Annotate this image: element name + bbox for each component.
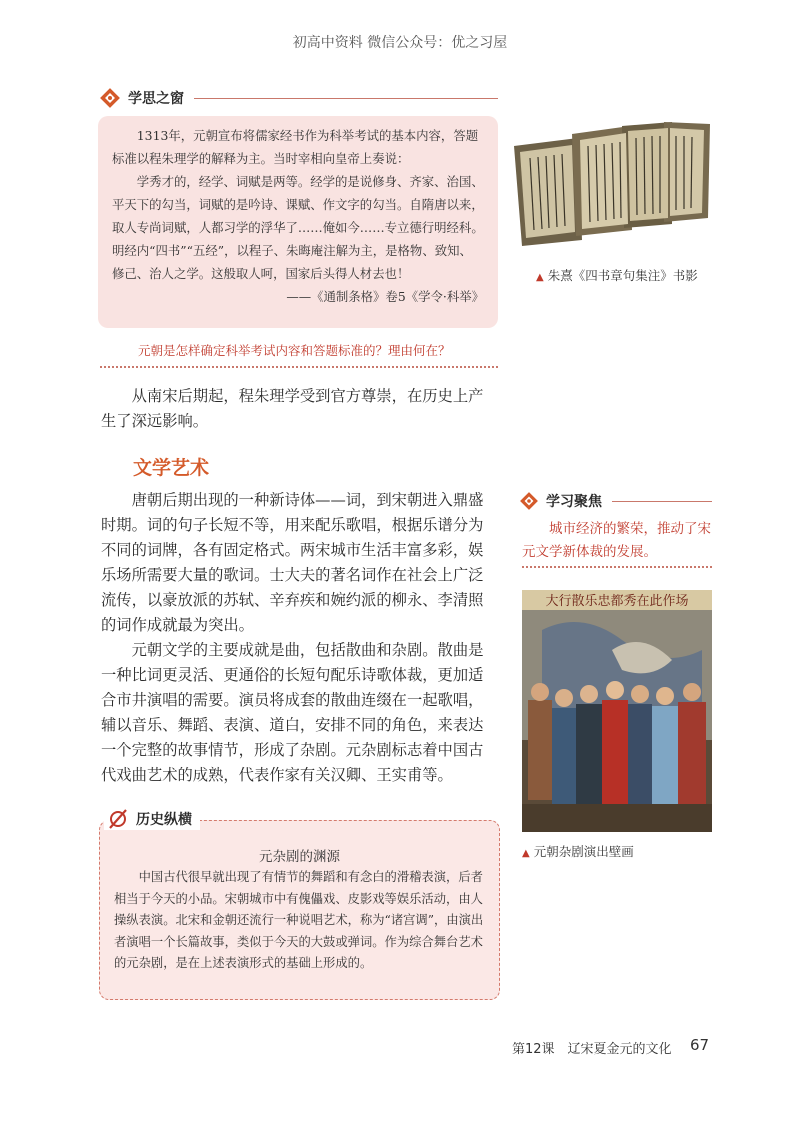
mural-image	[522, 590, 712, 832]
triangle-icon: ▲	[536, 272, 544, 283]
lishi-title: 历史纵横	[136, 812, 192, 828]
xuesi-title: 学思之窗	[128, 91, 184, 107]
xuesi-paragraph-2: 学秀才的，经学、词赋是两等。经学的是说修身、齐家、治国、平天下的勾当，词赋的是吟诗、课赋、作文字的勾当。自隋唐以来，取人专尚词赋，人都习学的浮华了……俺如今……专立德行明经科。明经内“四书”“五经”，以程子、朱晦庵注解为主，是格物、致知、修己、治人之学。这般取人呵，国家后头得人材去也！	[112, 174, 484, 281]
section-body	[101, 488, 498, 788]
footer-lesson: 第12课 辽宋夏金元的文化	[512, 1042, 672, 1057]
xuesi-question: 元朝是怎样确定科举考试内容和答题标准的？理由何在？	[138, 343, 451, 358]
page-number: 67	[690, 1036, 710, 1054]
xuesi-rule	[194, 98, 498, 99]
diamond-logo-icon	[520, 492, 538, 510]
lishi-text: 中国古代很早就出现了有情节的舞蹈和有念白的滑稽表演，后者相当于今天的小品。宋朝城市中有傀儡戏、皮影戏等娱乐活动，由人操纵表演。北宋和金朝还流行一种说唱艺术，称为“诸宫调”，由演出者演唱一个长篇故事，类似于今天的大鼓或弹词。作为综合舞台艺术的元杂剧，是在上述表演形式的基础上形成的。	[114, 870, 484, 970]
lishi-box	[99, 820, 500, 1000]
xuesi-box	[98, 116, 498, 328]
focus-text: 城市经济的繁荣，推动了宋元文学新体裁的发展。	[522, 521, 711, 560]
section-paragraph-1: 唐朝后期出现的一种新诗体——词，到宋朝进入鼎盛时期。词的句子长短不等，用来配乐歌唱，根据乐谱分为不同的词牌，各有固定格式。两宋城市生活丰富多彩，娱乐场所需要大量的歌词。士大夫的著名词作在社会上广泛流传，以豪放派的苏轼、辛弃疾和婉约派的柳永、李清照的词作成就最为突出。	[101, 491, 484, 634]
xuesi-section-header	[100, 88, 498, 108]
focus-rule	[612, 501, 712, 502]
body-paragraph-1-text: 从南宋后期起，程朱理学受到官方尊崇，在历史上产生了深远影响。	[101, 387, 484, 430]
lishi-section-header	[104, 808, 200, 830]
page-header: 初高中资料 微信公众号：优之习屋	[292, 35, 508, 51]
lishi-subtitle: 元杂剧的渊源	[259, 849, 340, 865]
section-paragraph-2: 元朝文学的主要成就是曲，包括散曲和杂剧。散曲是一种比词更灵活、更通俗的长短句配乐诗歌体裁，更加适合市井演唱的需要。演员将成套的散曲连缀在一起歌唱，辅以音乐、舞蹈、表演、道白，安排不同的角色，来表达一个完整的故事情节，形成了杂剧。元杂剧标志着中国古代戏曲艺术的成熟，代表作家有关汉卿、王实甫等。	[101, 641, 484, 784]
xuesi-paragraph-1: 1313年，元朝宣布将儒家经书作为科举考试的基本内容，答题标准以程朱理学的解释为主。当时宰相向皇帝上奏说：	[112, 128, 479, 166]
section-title: 文学艺术	[133, 457, 210, 479]
triangle-icon: ▲	[522, 848, 530, 859]
book-caption: 朱熹《四书章句集注》书影	[547, 268, 698, 283]
mural-caption: 元朝杂剧演出壁画	[533, 844, 634, 859]
diamond-logo-icon	[100, 88, 120, 108]
focus-divider	[522, 566, 712, 568]
compass-icon	[106, 808, 130, 830]
mural-caption-wrap	[522, 842, 634, 860]
focus-section-header	[520, 491, 712, 511]
book-caption-wrap	[536, 266, 698, 284]
xuesi-citation: ——《通制条格》卷5《学令·科举》	[286, 289, 484, 304]
focus-title: 学习聚焦	[546, 494, 602, 510]
mural-banner: 大行散乐忠都秀在此作场	[545, 594, 689, 609]
dotted-divider	[100, 366, 498, 368]
body-paragraph-1	[101, 384, 498, 434]
book-image	[512, 118, 712, 260]
